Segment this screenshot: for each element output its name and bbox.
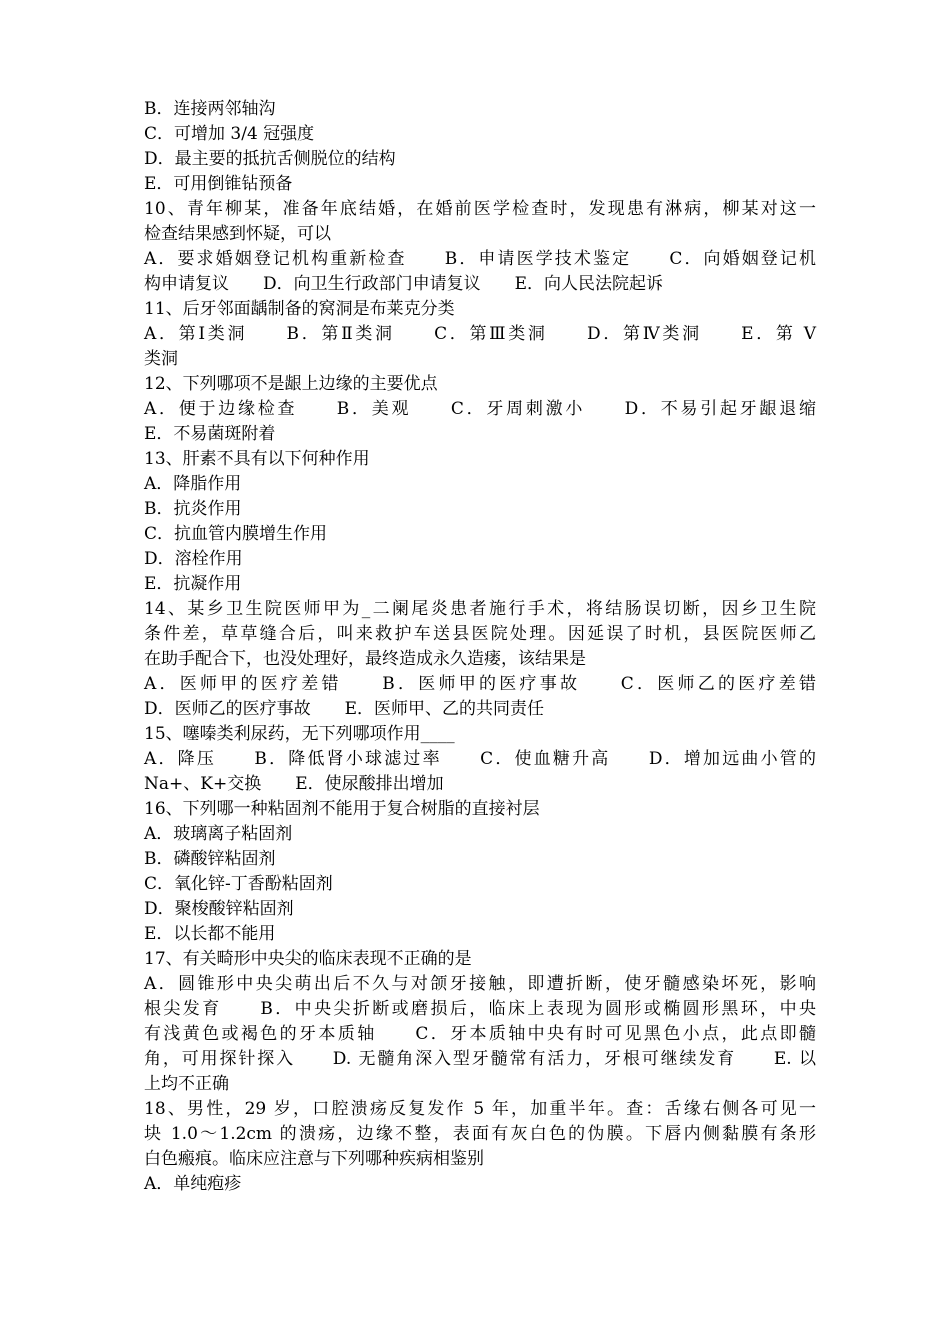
text-line: Na+、K+交换 E．使尿酸排出增加	[144, 774, 444, 794]
text-line: A．降压 B．降低肾小球滤过率 C．使血糖升高 D．增加远曲小管的	[144, 749, 816, 769]
text-line: A．降脂作用	[144, 474, 242, 494]
text-line: E．可用倒锥钻预备	[144, 174, 293, 194]
question-13: 13、肝素不具有以下何种作用	[144, 449, 370, 469]
text-line: 白色瘢痕。临床应注意与下列哪种疾病相鉴别	[144, 1149, 484, 1169]
text-line: B．磷酸锌粘固剂	[144, 849, 276, 869]
text-line: C．氧化锌-丁香酚粘固剂	[144, 874, 333, 894]
text-line: 有浅黄色或褐色的牙本质轴 C．牙本质轴中央有时可见黑色小点，此点即髓	[144, 1024, 816, 1044]
text-line: 构申请复议 D．向卫生行政部门申请复议 E．向人民法院起诉	[144, 274, 664, 294]
question-10: 10、青年柳某，准备年底结婚，在婚前医学检查时，发现患有淋病，柳某对这一	[144, 199, 816, 219]
text-line: E．抗凝作用	[144, 574, 242, 594]
text-line: C．抗血管内膜增生作用	[144, 524, 328, 544]
text-line: B．抗炎作用	[144, 499, 242, 519]
text-line: 角，可用探针探入 D. 无髓角深入型牙髓常有活力，牙根可继续发育 E. 以	[144, 1049, 816, 1069]
text-line: 类洞	[144, 349, 178, 369]
text-line: E．以长都不能用	[144, 924, 276, 944]
text-line: 根尖发育 B．中央尖折断或磨损后，临床上表现为圆形或椭圆形黑环，中央	[144, 999, 816, 1019]
text-line: D．医师乙的医疗事故 E．医师甲、乙的共同责任	[144, 699, 545, 719]
text-line: D．聚梭酸锌粘固剂	[144, 899, 294, 919]
text-line: D．最主要的抵抗舌侧脱位的结构	[144, 149, 396, 169]
text-line: A．便于边缘检查 B．美观 C．牙周刺激小 D．不易引起牙龈退缩	[144, 399, 816, 419]
text-line: 在助手配合下，也没处理好，最终造成永久造瘘，该结果是	[144, 649, 586, 669]
text-line: A．玻璃离子粘固剂	[144, 824, 293, 844]
text-line: 条件差，草草缝合后，叫来救护车送县医院处理。因延误了时机，县医院医师乙	[144, 624, 816, 644]
exam-text-body	[144, 97, 816, 1197]
question-12: 12、下列哪项不是龈上边缘的主要优点	[144, 374, 438, 394]
question-15: 15、噻嗪类利尿药，无下列哪项作用____	[144, 724, 455, 744]
text-line: B．连接两邻轴沟	[144, 99, 276, 119]
question-17: 17、有关畸形中央尖的临床表现不正确的是	[144, 949, 472, 969]
text-line: A．要求婚姻登记机构重新检查 B．申请医学技术鉴定 C．向婚姻登记机	[144, 249, 816, 269]
question-18: 18、男性，29 岁，口腔溃疡反复发作 5 年，加重半年。查：舌缘右侧各可见一	[144, 1099, 816, 1119]
question-16: 16、下列哪一种粘固剂不能用于复合树脂的直接衬层	[144, 799, 540, 819]
text-line: A．医师甲的医疗差错 B．医师甲的医疗事故 C．医师乙的医疗差错	[144, 674, 816, 694]
text-line: E．不易菌斑附着	[144, 424, 276, 444]
question-11: 11、后牙邻面龋制备的窝洞是布莱克分类	[144, 299, 455, 319]
text-line: A．第Ⅰ类洞 B．第Ⅱ类洞 C．第Ⅲ类洞 D．第Ⅳ类洞 E．第 Ⅴ	[144, 324, 816, 344]
text-line: C．可增加 3/4 冠强度	[144, 124, 315, 144]
text-line: D．溶栓作用	[144, 549, 243, 569]
text-line: 块 1.0～1.2cm 的溃疡，边缘不整，表面有灰白色的伪膜。下唇内侧黏膜有条形	[144, 1124, 816, 1144]
text-line: 检查结果感到怀疑，可以	[144, 224, 331, 244]
text-line: 上均不正确	[144, 1074, 229, 1094]
text-line: A．单纯疱疹	[144, 1174, 242, 1194]
question-14: 14、某乡卫生院医师甲为_二阑尾炎患者施行手术，将结肠误切断，因乡卫生院	[144, 599, 816, 619]
text-line: A．圆锥形中央尖萌出后不久与对颌牙接触，即遭折断，使牙髓感染坏死，影响	[144, 974, 816, 994]
